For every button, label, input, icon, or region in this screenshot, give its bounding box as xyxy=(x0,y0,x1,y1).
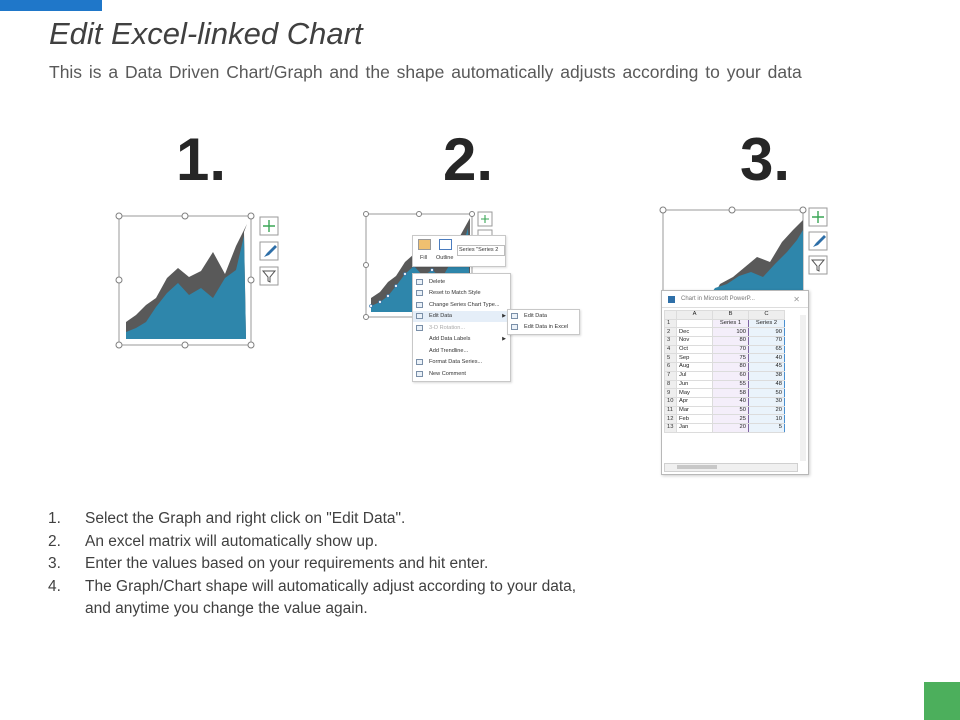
menu-item-reset-style[interactable]: Reset to Match Style xyxy=(413,288,510,300)
cell[interactable]: Apr xyxy=(677,397,713,406)
cell[interactable]: Feb xyxy=(677,415,713,424)
cell[interactable]: 5 xyxy=(749,423,785,432)
mini-toolbar xyxy=(412,235,506,267)
submenu-arrow-icon: ▶ xyxy=(502,313,506,320)
instruction-text: Enter the values based on your requirements and hit enter. xyxy=(85,555,489,572)
edit-data-icon xyxy=(511,313,518,319)
cell[interactable]: 58 xyxy=(713,389,749,398)
row-header[interactable]: 9 xyxy=(665,389,677,398)
column-header[interactable]: C xyxy=(749,311,785,320)
submenu-arrow-icon: ▶ xyxy=(502,336,506,343)
series-dropdown[interactable]: Series "Series 2 xyxy=(457,245,505,256)
cell[interactable]: 80 xyxy=(713,337,749,346)
instruction-item xyxy=(48,598,576,621)
row-header[interactable]: 11 xyxy=(665,406,677,415)
cell[interactable]: 70 xyxy=(713,345,749,354)
row-header[interactable]: 13 xyxy=(665,423,677,432)
step-number-3: 3. xyxy=(740,126,791,193)
step-number-2: 2. xyxy=(443,126,494,193)
row-header[interactable]: 7 xyxy=(665,371,677,380)
cell[interactable]: 30 xyxy=(749,397,785,406)
accent-bar xyxy=(0,0,102,11)
cell[interactable]: 80 xyxy=(713,363,749,372)
spreadsheet-row xyxy=(665,415,785,424)
cell[interactable] xyxy=(677,319,713,328)
row-header[interactable]: 10 xyxy=(665,397,677,406)
menu-item-3d-rotation[interactable]: 3-D Rotation... xyxy=(413,322,510,334)
chart-thumbnail-3[interactable] xyxy=(655,202,835,302)
cell[interactable]: 40 xyxy=(749,354,785,363)
cell[interactable]: Jun xyxy=(677,380,713,389)
spreadsheet-row xyxy=(665,337,785,346)
cell[interactable]: May xyxy=(677,389,713,398)
cell[interactable]: 25 xyxy=(713,415,749,424)
submenu-item-edit-data-excel[interactable]: Edit Data in Excel xyxy=(508,322,579,334)
spreadsheet-row xyxy=(665,319,785,328)
row-header[interactable]: 6 xyxy=(665,363,677,372)
cell[interactable]: 48 xyxy=(749,380,785,389)
spreadsheet-row xyxy=(665,354,785,363)
column-header[interactable]: B xyxy=(713,311,749,320)
menu-item-delete[interactable]: Delete xyxy=(413,276,510,288)
cell[interactable]: 70 xyxy=(749,337,785,346)
delete-icon xyxy=(416,279,423,285)
edit-data-submenu xyxy=(507,309,580,335)
cell[interactable]: Mar xyxy=(677,406,713,415)
reset-icon xyxy=(416,290,423,296)
row-header[interactable]: 2 xyxy=(665,328,677,337)
excel-icon xyxy=(511,324,518,330)
menu-item-new-comment[interactable]: New Comment xyxy=(413,368,510,380)
instruction-item xyxy=(48,531,576,554)
row-header[interactable]: 5 xyxy=(665,354,677,363)
instruction-text: and anytime you change the value again. xyxy=(85,600,368,617)
column-header[interactable]: A xyxy=(677,311,713,320)
fill-label: Fill xyxy=(420,255,428,261)
instruction-item xyxy=(48,576,576,599)
spreadsheet-titlebar xyxy=(662,291,808,308)
menu-item-edit-data[interactable]: Edit Data ▶ xyxy=(413,311,510,323)
instruction-number: 1. xyxy=(48,510,61,527)
spreadsheet-title: Chart in Microsoft PowerP... xyxy=(681,296,755,302)
instruction-number xyxy=(48,598,85,621)
cell[interactable]: Series 2 xyxy=(749,319,785,328)
instructions-list xyxy=(48,508,576,621)
row-header[interactable]: 4 xyxy=(665,345,677,354)
cell[interactable]: Aug xyxy=(677,363,713,372)
menu-item-change-chart-type[interactable]: Change Series Chart Type... xyxy=(413,299,510,311)
cell[interactable]: Jan xyxy=(677,423,713,432)
menu-item-format-data-series[interactable]: Format Data Series... xyxy=(413,357,510,369)
page-title: Edit Excel-linked Chart xyxy=(49,16,363,51)
chart-styles-button xyxy=(260,242,278,260)
cell[interactable]: Nov xyxy=(677,337,713,346)
chart-thumbnail-1[interactable] xyxy=(112,208,287,353)
cell[interactable]: Oct xyxy=(677,345,713,354)
cell[interactable]: 20 xyxy=(749,406,785,415)
cell[interactable]: 65 xyxy=(749,345,785,354)
cell[interactable]: 75 xyxy=(713,354,749,363)
instruction-number: 3. xyxy=(48,555,61,572)
page-subtitle: This is a Data Driven Chart/Graph and the shape automatically adjusts according to your data xyxy=(49,62,802,82)
format-icon xyxy=(416,359,423,365)
cell[interactable]: 100 xyxy=(713,328,749,337)
cell[interactable]: Dec xyxy=(677,328,713,337)
step-number-1: 1. xyxy=(176,126,227,193)
instruction-text: An excel matrix will automatically show up. xyxy=(85,532,378,550)
cell[interactable]: 20 xyxy=(713,423,749,432)
spreadsheet-row xyxy=(665,406,785,415)
cell[interactable]: 38 xyxy=(749,371,785,380)
cell[interactable]: Jul xyxy=(677,371,713,380)
cell[interactable]: 40 xyxy=(713,397,749,406)
spreadsheet-row xyxy=(665,328,785,337)
instruction-number: 2. xyxy=(48,532,61,550)
spreadsheet-row xyxy=(665,345,785,354)
fill-icon[interactable] xyxy=(418,239,431,250)
spreadsheet-row xyxy=(665,397,785,406)
spreadsheet-row xyxy=(665,389,785,398)
spreadsheet-row xyxy=(665,371,785,380)
close-icon[interactable]: ✕ xyxy=(793,294,800,304)
menu-item-add-data-labels[interactable]: Add Data Labels ▶ xyxy=(429,336,506,343)
edit-data-icon xyxy=(416,313,423,319)
cell[interactable]: 50 xyxy=(749,389,785,398)
spreadsheet-row xyxy=(665,363,785,372)
cell[interactable]: 50 xyxy=(713,406,749,415)
corner-accent xyxy=(924,682,960,720)
outline-icon[interactable] xyxy=(439,239,452,250)
row-header[interactable]: 8 xyxy=(665,380,677,389)
cell[interactable]: 60 xyxy=(713,371,749,380)
row-header[interactable]: 12 xyxy=(665,415,677,424)
spreadsheet-grid[interactable] xyxy=(664,310,785,433)
spreadsheet-window xyxy=(661,290,809,475)
outline-label: Outline xyxy=(436,255,454,261)
chart-filters-button xyxy=(260,267,278,285)
horizontal-scrollbar[interactable] xyxy=(664,463,798,472)
spreadsheet-row xyxy=(665,380,785,389)
cell[interactable]: 45 xyxy=(749,363,785,372)
context-menu xyxy=(412,273,511,382)
menu-item-add-trendline[interactable]: Add Trendline... xyxy=(429,347,469,354)
spreadsheet-row xyxy=(665,423,785,432)
instruction-text: The Graph/Chart shape will automatically adjust according to your data, xyxy=(85,577,577,595)
row-header[interactable]: 3 xyxy=(665,337,677,346)
chart-icon xyxy=(668,296,675,303)
comment-icon xyxy=(416,371,423,377)
rotation-icon xyxy=(416,325,423,331)
instruction-item xyxy=(48,553,576,576)
cell[interactable]: 90 xyxy=(749,328,785,337)
chart-type-icon xyxy=(416,302,423,308)
cell[interactable]: 55 xyxy=(713,380,749,389)
cell[interactable]: Series 1 xyxy=(713,319,749,328)
cell[interactable]: 10 xyxy=(749,415,785,424)
row-header[interactable]: 1 xyxy=(665,319,677,328)
submenu-item-edit-data[interactable]: Edit Data xyxy=(508,310,579,322)
instruction-text: Select the Graph and right click on "Edit Data". xyxy=(85,510,406,527)
instruction-number: 4. xyxy=(48,577,61,595)
vertical-scrollbar[interactable] xyxy=(800,315,806,461)
cell[interactable]: Sep xyxy=(677,354,713,363)
instruction-item xyxy=(48,508,576,531)
